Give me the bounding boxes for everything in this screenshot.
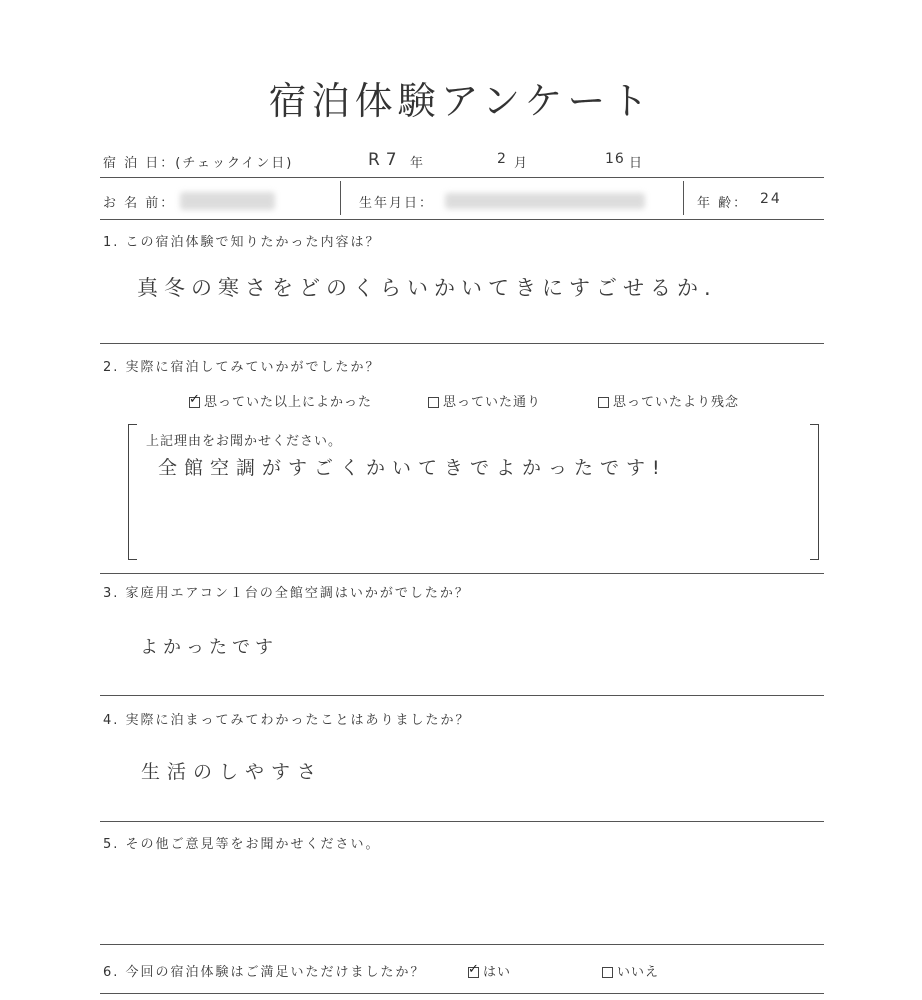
month-label: 月 [514, 156, 530, 171]
age-label: 年 齢： [697, 196, 749, 211]
q1-question: 1. この宿泊体験で知りたかった内容は？ [103, 235, 381, 250]
reason-box-right-bracket [810, 424, 819, 560]
divider [100, 573, 824, 574]
q5-question: 5. その他ご意見等をお聞かせください。 [103, 837, 381, 852]
year-label: 年 [410, 156, 426, 171]
q2-option-2[interactable]: 思っていた通り [428, 391, 541, 410]
q4-answer: 生活のしやすさ [141, 761, 324, 783]
divider [100, 944, 824, 945]
redacted-name [180, 192, 275, 210]
checkbox-checked-icon[interactable] [189, 397, 200, 408]
birthdate-label: 生年月日： [359, 196, 435, 211]
q4-question: 4. 実際に泊まってみてわかったことはありましたか？ [103, 713, 471, 728]
page-title: 宿泊体験アンケート [268, 79, 654, 123]
day-label: 日 [629, 156, 645, 171]
divider [100, 993, 824, 994]
reason-box-left-bracket [128, 424, 137, 560]
divider [100, 343, 824, 344]
divider [100, 219, 824, 220]
q1-answer: 真冬の寒さをどのくらいかいてきにすごせるか. [137, 276, 717, 300]
stay-date-label: 宿 泊 日：(チェックイン日) [103, 156, 294, 171]
q3-question: 3. 家庭用エアコン１台の全館空調はいかがでしたか？ [103, 586, 470, 601]
checkbox-icon[interactable] [428, 397, 439, 408]
checkbox-icon[interactable] [598, 397, 609, 408]
q6-question: 6. 今回の宿泊体験はご満足いただけましたか？ [103, 965, 426, 980]
age-value: 24 [760, 191, 782, 207]
divider [340, 181, 341, 215]
name-label: お 名 前： [103, 196, 176, 211]
q2-option-3[interactable]: 思っていたより残念 [598, 391, 739, 410]
divider [100, 177, 824, 178]
divider [683, 181, 684, 215]
q6-option-yes[interactable]: ✓ はい [468, 961, 511, 980]
reason-answer: 全館空調がすごくかいてきでよかったです! [158, 457, 667, 479]
stay-era-value: R7 [368, 150, 403, 170]
reason-label: 上記理由をお聞かせください。 [146, 434, 343, 449]
q6-option-no[interactable]: いいえ [602, 961, 659, 980]
divider [100, 695, 824, 696]
q2-option-1[interactable]: ✓思っていた以上によかった [189, 391, 372, 410]
divider [100, 821, 824, 822]
redacted-birthdate [445, 193, 645, 209]
checkbox-icon[interactable] [602, 967, 613, 978]
stay-day-value: 16 [605, 151, 625, 167]
stay-month-value: 2 [497, 151, 512, 167]
q3-answer: よかったです [140, 637, 278, 658]
q2-question: 2. 実際に宿泊してみていかがでしたか？ [103, 360, 381, 375]
checkbox-checked-icon[interactable] [468, 967, 479, 978]
